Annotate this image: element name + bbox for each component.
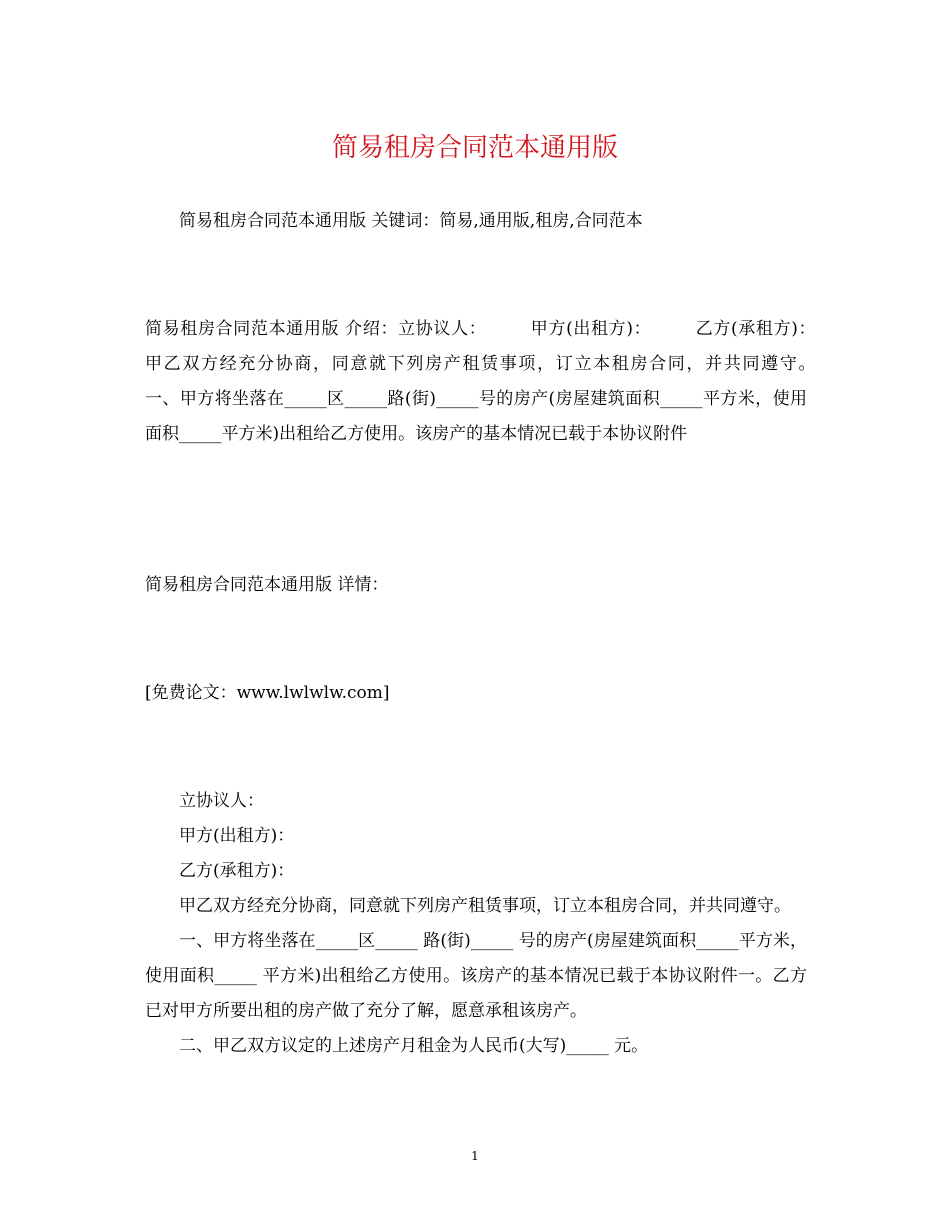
body-paragraph: 二、甲乙双方议定的上述房产月租金为人民币(大写)_____ 元。 [179, 1036, 649, 1056]
page-number: 1 [471, 1149, 479, 1163]
body-paragraph: 甲乙双方经充分协商，同意就下列房产租赁事项，订立本租房合同，并共同遵守。 [179, 896, 791, 916]
body-paragraph: 乙方(承租方)： [179, 861, 295, 881]
source-note: [免费论文：www.lwlwlw.com] [145, 683, 390, 703]
contract-body [145, 784, 807, 1064]
body-paragraph: 立协议人： [179, 791, 264, 811]
details-heading: 简易租房合同范本通用版 详情： [145, 575, 389, 595]
body-paragraph: 甲方(出租方)： [179, 826, 295, 846]
body-paragraph: 一、甲方将坐落在_____区_____ 路(街)_____ 号的房产(房屋建筑面积_____平方米，使用面积_____ 平方米)出租给乙方使用。该房产的基本情况已载于本协议附件一。乙方已对甲方所要出租的房产做了充分了解，愿意承租该房产。 [145, 931, 807, 1021]
intro-paragraph: 简易租房合同范本通用版 介绍：立协议人： 甲方(出租方)： 乙方(承租方)： 甲乙双方经充分协商，同意就下列房产租赁事项，订立本租房合同，并共同遵守。 一、甲方将坐落在_____区_____路(街)_____号的房产(房屋建筑面积_____平方米，使用面积_____平方米)出租给乙方使用。该房产的基本情况已载于本协议附件 [145, 319, 858, 444]
document-title: 简易租房合同范本通用版 [331, 133, 618, 163]
keywords-line: 简易租房合同范本通用版 关键词：简易,通用版,租房,合同范本 [179, 211, 643, 231]
